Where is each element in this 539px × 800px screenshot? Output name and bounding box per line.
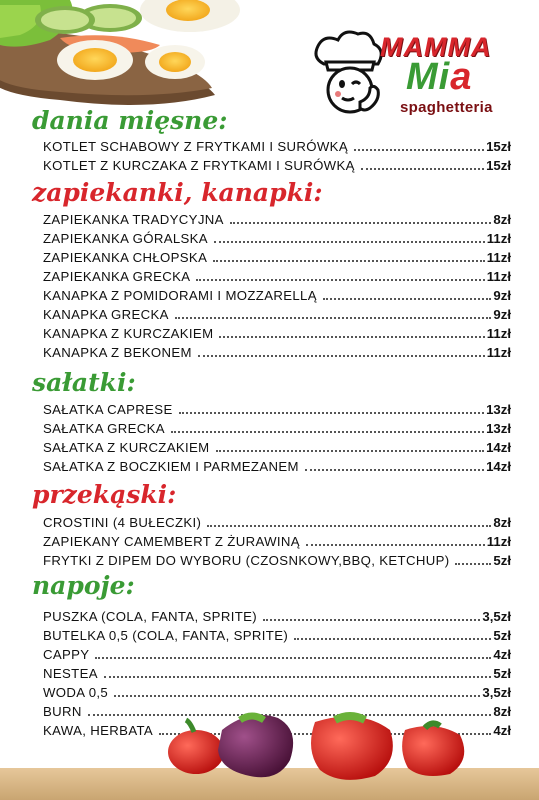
item-name: ZAPIEKANY CAMEMBERT Z ŻURAWINĄ — [43, 534, 300, 549]
item-price: 3,5zł — [482, 609, 511, 624]
dot-leader — [323, 286, 492, 300]
item-price: 5zł — [493, 553, 511, 568]
menu-item — [43, 267, 511, 286]
dot-leader — [179, 400, 484, 414]
dot-leader — [230, 210, 492, 224]
item-name: FRYTKI Z DIPEM DO WYBORU (CZOSNKOWY,BBQ, KETCHUP) — [43, 553, 450, 568]
item-price: 11zł — [486, 250, 511, 265]
item-name: ZAPIEKANKA CHŁOPSKA — [43, 250, 208, 265]
menu-item — [43, 210, 511, 229]
menu-item — [43, 645, 511, 664]
menu-item — [43, 551, 511, 570]
item-name: ZAPIEKANKA GÓRALSKA — [43, 231, 208, 246]
item-name: SAŁATKA CAPRESE — [43, 402, 173, 417]
dot-leader — [207, 513, 491, 527]
item-price: 13zł — [486, 402, 511, 417]
item-name: CROSTINI (4 BUŁECZKI) — [43, 515, 202, 530]
menu-item — [43, 419, 511, 438]
menu-item — [43, 248, 511, 267]
chef-mascot-icon — [308, 28, 388, 118]
menu-item — [43, 438, 511, 457]
item-name: KANAPKA GRECKA — [43, 307, 169, 322]
menu-item — [43, 229, 511, 248]
menu-item — [43, 343, 511, 362]
dot-leader — [361, 156, 484, 170]
section-title: dania mięsne: — [32, 106, 228, 135]
section-title: sałatki: — [32, 368, 136, 397]
egg-sandwich-image — [0, 0, 250, 110]
item-name: SAŁATKA GRECKA — [43, 421, 165, 436]
menu-item — [43, 305, 511, 324]
item-name: ZAPIEKANKA TRADYCYJNA — [43, 212, 224, 227]
logo-mamma-text: MAMMA — [380, 32, 492, 62]
dot-leader — [263, 607, 480, 621]
item-price: 11zł — [486, 269, 511, 284]
item-price: 8zł — [493, 515, 511, 530]
item-name: KOTLET Z KURCZAKA Z FRYTKAMI I SURÓWKĄ — [43, 158, 355, 173]
item-list — [43, 400, 511, 476]
item-name: KOTLET SCHABOWY Z FRYTKAMI I SURÓWKĄ — [43, 139, 348, 154]
menu-item — [43, 286, 511, 305]
item-price: 8zł — [493, 212, 511, 227]
item-price: 4zł — [493, 647, 511, 662]
dot-leader — [216, 438, 485, 452]
item-name: KANAPKA Z POMIDORAMI I MOZZARELLĄ — [43, 288, 317, 303]
item-price: 15zł — [486, 158, 511, 173]
section-title: napoje: — [32, 571, 135, 600]
item-price: 9zł — [493, 288, 511, 303]
item-price: 8zł — [493, 704, 511, 719]
menu-item — [43, 137, 511, 156]
logo-tagline: spaghetteria — [400, 99, 493, 116]
menu-item — [43, 626, 511, 645]
menu-item — [43, 457, 511, 476]
mamma-mia-logo — [308, 28, 530, 124]
item-name: KAWA, HERBATA — [43, 723, 154, 738]
menu-item — [43, 400, 511, 419]
item-list — [43, 210, 511, 362]
item-price: 15zł — [486, 139, 511, 154]
dot-leader — [171, 419, 484, 433]
menu-item — [43, 156, 511, 175]
item-name: KANAPKA Z KURCZAKIEM — [43, 326, 214, 341]
peppers-image — [160, 690, 539, 800]
menu-item — [43, 664, 511, 683]
section-title: zapiekanki, kanapki: — [32, 178, 323, 207]
item-name: KANAPKA Z BEKONEM — [43, 345, 192, 360]
item-price: 11zł — [486, 326, 511, 341]
item-price: 11zł — [486, 534, 511, 549]
item-name: WODA 0,5 — [43, 685, 109, 700]
item-list — [43, 513, 511, 570]
item-name: BURN — [43, 704, 82, 719]
item-price: 4zł — [493, 723, 511, 738]
dot-leader — [198, 343, 485, 357]
dot-leader — [175, 305, 492, 319]
item-name: BUTELKA 0,5 (COLA, FANTA, SPRITE) — [43, 628, 289, 643]
item-price: 14zł — [486, 440, 511, 455]
item-price: 11zł — [486, 231, 511, 246]
item-price: 14zł — [486, 459, 511, 474]
dot-leader — [95, 645, 491, 659]
dot-leader — [294, 626, 491, 640]
dot-leader — [219, 324, 484, 338]
menu-item — [43, 324, 511, 343]
item-price: 11zł — [486, 345, 511, 360]
menu-item — [43, 607, 511, 626]
item-price: 13zł — [486, 421, 511, 436]
item-price: 3,5zł — [482, 685, 511, 700]
item-name: SAŁATKA Z BOCZKIEM I PARMEZANEM — [43, 459, 299, 474]
section-title: przekąski: — [32, 480, 177, 509]
menu-item — [43, 513, 511, 532]
item-price: 5zł — [493, 666, 511, 681]
logo-mia-text: Mia — [406, 56, 473, 98]
menu-item — [43, 532, 511, 551]
dot-leader — [305, 457, 484, 471]
item-name: ZAPIEKANKA GRECKA — [43, 269, 191, 284]
item-name: PUSZKA (COLA, FANTA, SPRITE) — [43, 609, 257, 624]
item-name: SAŁATKA Z KURCZAKIEM — [43, 440, 210, 455]
dot-leader — [455, 551, 491, 565]
item-price: 5zł — [493, 628, 511, 643]
item-price: 9zł — [493, 307, 511, 322]
dot-leader — [306, 532, 485, 546]
dot-leader — [213, 248, 485, 262]
dot-leader — [354, 137, 484, 151]
dot-leader — [104, 664, 492, 678]
dot-leader — [196, 267, 484, 281]
item-name: NESTEA — [43, 666, 98, 681]
dot-leader — [214, 229, 485, 243]
item-list — [43, 137, 511, 175]
item-name: CAPPY — [43, 647, 90, 662]
